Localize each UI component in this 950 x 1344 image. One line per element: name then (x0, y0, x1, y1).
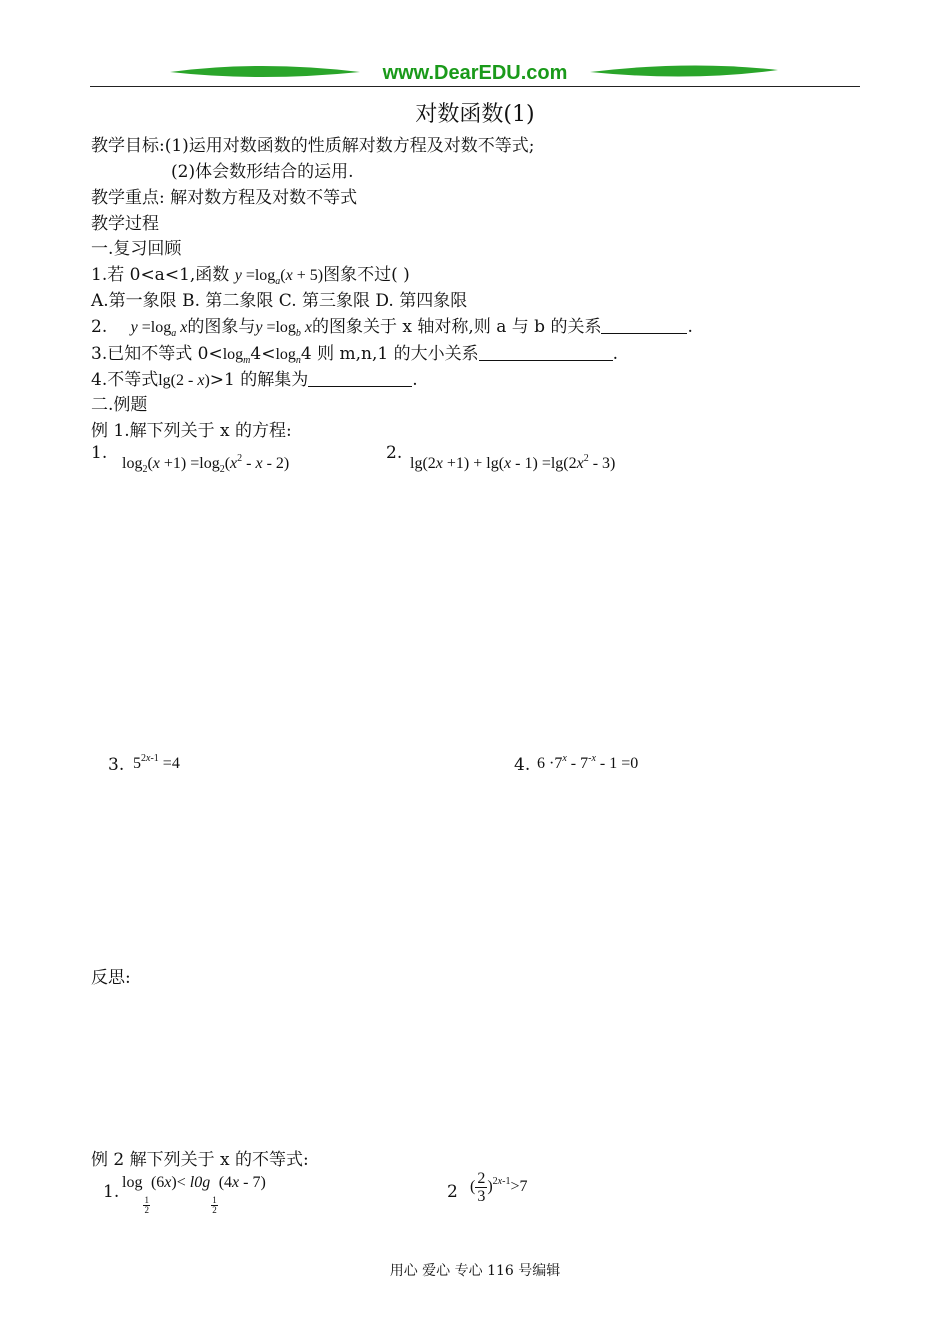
example-1-item-4-equation: $6 \cdot 7^x - 7^{-x} - 1 =0$ (537, 753, 639, 772)
question-3-prefix: 3.已知不等式 0< (91, 344, 223, 364)
example-2-item-1-number: 1. (103, 1182, 120, 1202)
example-2-item-1-inequality: log $\frac{1}{2}$ (6x)< l0g $\frac{1}{2}$ (4x - 7) (122, 1174, 266, 1215)
page-footer: 用心 爱心 专心 116 号编辑 (389, 1263, 561, 1279)
example-2-item-2-number: 2 (447, 1182, 458, 1202)
example-2-title: 例 2 解下列关于 x 的不等式: (91, 1150, 309, 1170)
question-4-prefix: 4.不等式 (91, 370, 159, 390)
question-3-log-n: $\log_n$ (275, 346, 301, 366)
question-1 (91, 260, 410, 285)
question-2-formula-a: $y =\log_a$ x (130, 319, 188, 339)
example-1-item-1-number: 1. (91, 443, 108, 463)
review-heading: 一.复习回顾 (91, 239, 182, 259)
header-rule (90, 86, 860, 87)
objectives-line-1: 教学目标:(1)运用对数函数的性质解对数方程及对数不等式; (91, 136, 535, 156)
question-4-answer-blank[interactable] (308, 370, 412, 387)
example-1-item-4-number: 4. (514, 755, 531, 775)
question-2-answer-blank[interactable] (601, 317, 687, 334)
site-logo (170, 58, 780, 86)
key-point: 教学重点: 解对数方程及对数不等式 (91, 188, 358, 208)
question-3-answer-blank[interactable] (479, 344, 613, 361)
question-3: 3.已知不等式 $0<\log_m4<\log_n4$ 则 m,n,1 的大小关系 . (91, 344, 619, 366)
question-1-prefix: 1.若 0<a<1,函数 (91, 265, 230, 285)
example-1-item-2-equation: $\lg(2x +1) + \lg(x - 1) =\lg(2x^2 - 3)$ (410, 453, 616, 472)
question-4-suffix: >1 的解集为 (209, 370, 309, 390)
question-3-mid: 4< (250, 344, 276, 364)
example-2-item-2-inequality: ( $\frac{2}{3}$ )$^{2x-1}$>7 (470, 1170, 528, 1205)
objectives-line-2: (2)体会数形结合的运用. (171, 162, 354, 182)
question-2: 2. $y =\log_a$ x的图象与$y =\log_b$ x的图象关于 x 轴对称,则 a 与 b 的关系 . (91, 317, 693, 339)
question-2-suffix: 的图象关于 x 轴对称,则 a 与 b 的关系 (312, 317, 602, 337)
question-1-suffix: 图象不过( ) (323, 265, 410, 285)
example-1-item-1-equation: $\log_2(x +1) =\log_2(x^2 - x - 2)$ (122, 453, 290, 475)
process-heading: 教学过程 (91, 214, 159, 234)
logo-text: www.DearEDU.com (382, 62, 568, 84)
example-1-title: 例 1.解下列关于 x 的方程: (91, 421, 292, 441)
reflection-label: 反思: (91, 968, 131, 988)
question-2-formula-b: $y =\log_b$ x (255, 319, 313, 339)
example-1-item-3-equation: $5^{2x-1} =4$ (133, 753, 180, 772)
question-4: 4.不等式lg(2 - x)>1 的解集为 . (91, 370, 418, 390)
example-1-item-2-number: 2. (386, 443, 403, 463)
page-title: 对数函数(1) (415, 102, 535, 127)
question-2-prefix: 2. (91, 317, 108, 337)
question-2-mid: 的图象与 (187, 317, 256, 337)
question-3-log-m: $\log_m$ (222, 346, 251, 366)
example-1-item-3-number: 3. (108, 755, 125, 775)
question-1-formula: $y =\log_a(x + 5)$ (234, 267, 324, 287)
examples-heading: 二.例题 (91, 395, 148, 415)
question-3-suffix: 4 则 m,n,1 的大小关系 (300, 344, 479, 364)
question-1-options: A.第一象限 B. 第二象限 C. 第三象限 D. 第四象限 (91, 291, 468, 311)
question-4-formula: lg(2 - x) (158, 372, 210, 389)
